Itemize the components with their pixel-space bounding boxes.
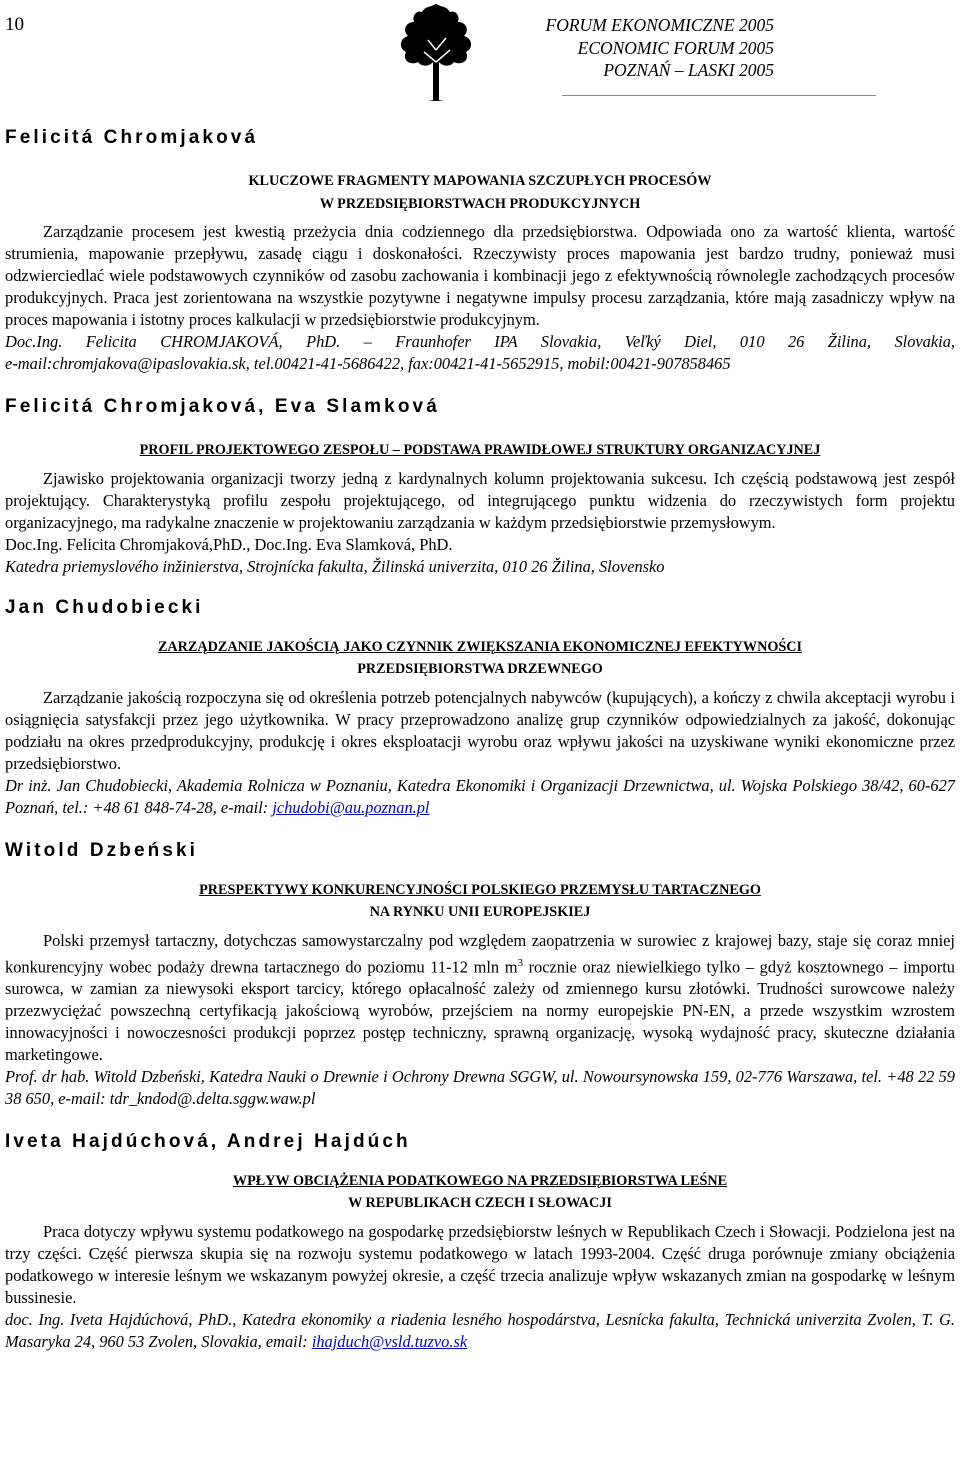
title-line-2: W REPUBLIKACH CZECH I SŁOWACJI [348, 1195, 612, 1212]
affiliation-text: Dr inż. Jan Chudobiecki, Akademia Rolnicza w Poznaniu, Katedra Ekonomiki i Organizacji Drzewnictwa, ul. Wojska Polskiego 38/42, 60-627 Poznań, tel.: +48 61 848-74-28, e-mail: [5, 775, 955, 817]
title-line-1: PROFIL PROJEKTOWEGO ZESPOŁU – PODSTAWA PRAWIDŁOWEJ STRUKTURY ORGANIZACYJNEJ [139, 442, 821, 458]
header-line-3: POZNAŃ – LASKI 2005 [603, 60, 774, 80]
abstract-text-part-2: rocznie oraz niewielkiego tylko – gdyż kosztownego – importu surowca, w zamian za niewysoki eksport tarcicy, którego opłacalność zależy od zmiennego kursu złotówki. Trudności surowcowe należy przezwyciężać powszechną certyfikacją jakościową wyrobów, przejściem na normy europejskie PN-EN, a przede wszystkim wzrostem innowacyjności i nowoczesności produkcji poprzez postęp techniczny, sprawną organizację, wysoką wydajność pracy, skuteczne działania marketingowe. [5, 956, 956, 1064]
affiliation-line-1: Doc.Ing. Felicita Chromjaková,PhD., Doc.Ing. Eva Slamková, PhD. [5, 534, 453, 554]
affiliation-text: doc. Ing. Iveta Hajdúchová, PhD., Katedra ekonomiky a riadenia lesného hospodárstva, Lesnícka fakulta, Technická univerzita Zvolen, T. G. Masaryka 24, 960 53 Zvolen, Slovakia, email: [5, 1309, 955, 1351]
paper-title [5, 636, 955, 681]
email-link[interactable]: jchudobi@au.poznan.pl [272, 797, 430, 817]
abstract-text: Praca dotyczy wpływu systemu podatkowego na gospodarkę przedsiębiorstw leśnych w Republikach Czech i Słowacji. Podzielona jest na trzy części. Część pierwsza skupia się na rozwoju systemu podatkowego w latach 1993-2004. Część druga porównuje zmiany obciążenia podatkowego w interesie leśnym we wskazanym powyżej okresie, a część trzecia analizuje wpływ wskazanych zmian na gospodarkę w leśnym bussinesie. [5, 1221, 955, 1307]
abstract-text: Zarządzanie jakością rozpoczyna się od określenia potrzeb potencjalnych nabywców (kupujących), a kończy z chwila akceptacji wyrobu i osiągnięcia satysfakcji przez jego użytkownika. W pracy przeprowadzono analizę grup czynników odpowiedzialnych za jakość, dokonując podziału na okres przedprodukcyjny, produkcję i okres eksploatacji wyrobu oraz wpływu jakości na uzyskiwane wyniki ekonomiczne przez przedsiębiorstwo. [5, 687, 955, 773]
author-heading: Witold Dzbeński [5, 839, 199, 861]
paper-title [5, 439, 955, 462]
superscript: 3 [517, 956, 523, 969]
author-heading: Jan Chudobiecki [5, 596, 204, 618]
paper-title [5, 170, 955, 215]
abstract-text: Zarządzanie procesem jest kwestią przeżycia dnia codziennego dla przedsiębiorstwa. Odpowiada ono za wartość klienta, wartość strumienia, mapowanie przepływu, zasadę ciągu i doskonałości. Rzeczywisty proces mapowania jest bardzo trudny, ponieważ musi odzwierciedlać wiele podstawowych czynników od zasobu zachowania i kombinacji jego z efektywnością równolegle zachodzących procesów produkcyjnych. Praca jest zorientowana na wszystkie pozytywne i negatywne impulsy procesu zarządzania, które mają zasadniczy wpływ na proces mapowania i istotny proces kalkulacji w przedsiębiorstwie produkcyjnym. [5, 222, 955, 329]
title-line-2: NA RYNKU UNII EUROPEJSKIEJ [369, 904, 591, 920]
abstract-text-part-1: Polski przemysł tartaczny, dotychczas samowystarczalny pod względem zaopatrzenia w surowiec z krajowej bazy, staje się coraz mniej konkurencyjny wobec podaży drewna tartacznego do poziomu 11-12 mln m [5, 930, 955, 976]
email-link[interactable]: ihajduch@vsld.tuzvo.sk [311, 1331, 468, 1351]
header-line-2: ECONOMIC FORUM 2005 [577, 37, 774, 58]
page-number: 10 [5, 14, 24, 35]
content [5, 126, 955, 1353]
tree-icon [388, 2, 484, 102]
abstract-text: Zjawisko projektowania organizacji tworzy jedną z kardynalnych kolumn projektowania sukcesu. Ich częścią podstawową jest zespół projektujący. Charakterystyką profilu zespołu projektującego, od integrującego punktu widzenia do rzeczywistych form projektu organizacyjnego, ma radykalne znaczenie w projektowaniu zarządzania w każdym przedsiębiorstwie przemysłowym. [5, 468, 955, 532]
paper-title [5, 879, 955, 924]
affiliation [5, 775, 955, 819]
title-line-1: WPŁYW OBCIĄŻENIA PODATKOWEGO NA PRZEDSIĘBIORSTWA LEŚNE [232, 1172, 728, 1189]
abstract-section-4 [5, 839, 955, 1110]
author-heading: Felicitá Chromjaková [5, 127, 259, 148]
author-heading: Iveta Hajdúchová, Andrej Hajdúch [5, 1130, 411, 1152]
title-line-1: PRESPEKTYWY KONKURENCYJNOŚCI POLSKIEGO PRZEMYSŁU TARTACZNEGO [199, 881, 761, 898]
journal-header [546, 14, 774, 82]
title-line-1: ZARZĄDZANIE JAKOŚCIĄ JAKO CZYNNIK ZWIĘKSZANIA EKONOMICZNEJ EFEKTYWNOŚCI [157, 638, 803, 655]
title-line-2: PRZEDSIĘBIORSTWA DRZEWNEGO [357, 661, 603, 677]
paper-title [5, 1170, 955, 1215]
author-heading: Felicitá Chromjaková, Eva Slamková [5, 396, 440, 417]
abstract-section-3 [5, 596, 955, 819]
header-line-1: FORUM EKONOMICZNE 2005 [545, 15, 774, 35]
title-line-1: KLUCZOWE FRAGMENTY MAPOWANIA SZCZUPŁYCH PROCESÓW [248, 173, 712, 189]
abstract-text [5, 930, 955, 1066]
affiliation-line-2: Katedra priemyslového inžinierstva, Strojnícka fakulta, Žilinská univerzita, 010 26 Žilina, Slovensko [5, 556, 665, 576]
abstract-section-5 [5, 1130, 955, 1353]
affiliation-line-1: Doc.Ing. Felicita CHROMJAKOVÁ, PhD. – Fraunhofer IPA Slovakia, Veľký Diel, 010 26 Žilina, Slovakia, [5, 332, 955, 351]
affiliation: Prof. dr hab. Witold Dzbeński, Katedra Nauki o Drewnie i Ochrony Drewna SGGW, ul. Nowoursynowska 159, 02-776 Warszawa, tel. +48 22 59 38 650, e-mail: tdr_kndod@.delta.sggw.waw.pl [5, 1066, 955, 1108]
header-rule [562, 95, 876, 96]
abstract-section-1 [5, 126, 955, 375]
title-line-2: W PRZEDSIĘBIORSTWACH PRODUKCYJNYCH [319, 195, 641, 212]
affiliation-line-2: e-mail:chromjakova@ipaslovakia.sk, tel.00421-41-5686422, fax:00421-41-5652915, mobil:00421-907858465 [5, 354, 731, 373]
abstract-section-2 [5, 395, 955, 578]
affiliation [5, 1309, 955, 1353]
